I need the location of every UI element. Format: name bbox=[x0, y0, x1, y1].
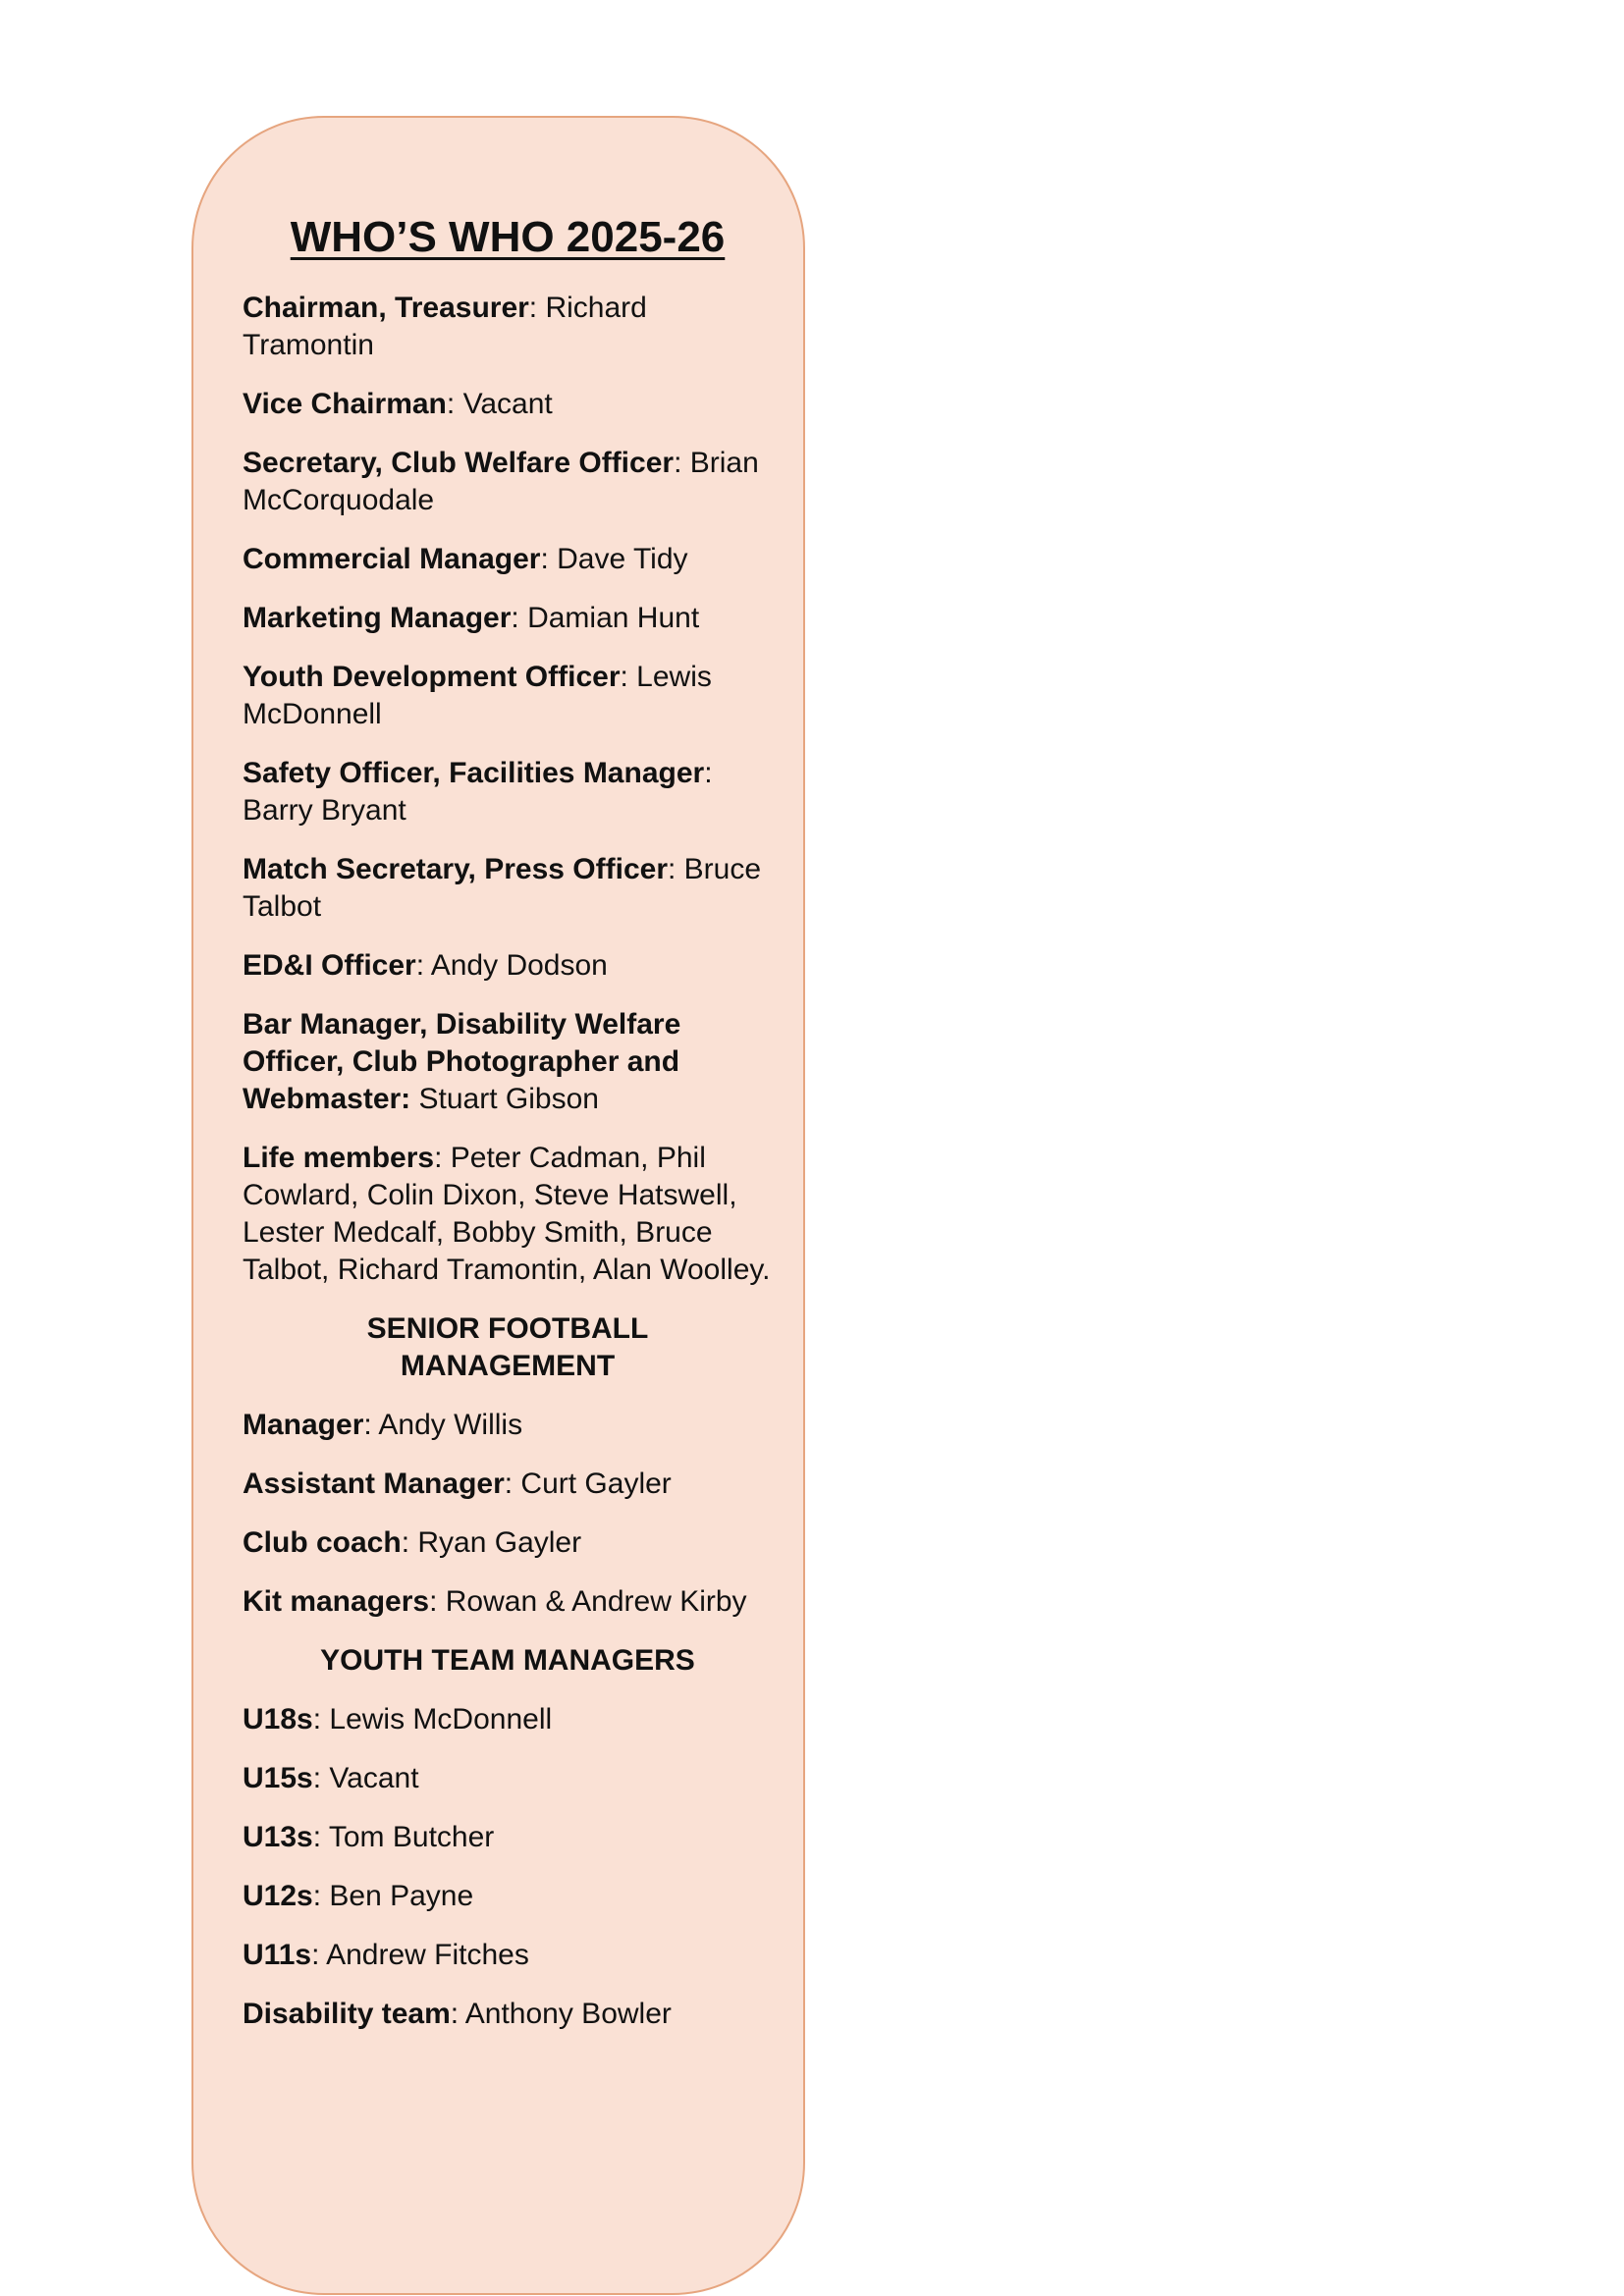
person-name: Ben Payne bbox=[329, 1880, 474, 1912]
role-separator: : bbox=[415, 949, 431, 982]
person-name: Richard Tramontin bbox=[243, 292, 647, 361]
person-name: Ryan Gayler bbox=[417, 1526, 582, 1559]
role-label: ED&I Officer bbox=[243, 949, 416, 982]
role-entry bbox=[243, 1760, 773, 1797]
role-label: Youth Development Officer bbox=[243, 661, 621, 693]
person-name: Curt Gayler bbox=[520, 1468, 672, 1500]
role-separator: : bbox=[528, 292, 546, 324]
role-entry bbox=[243, 755, 773, 829]
youth-managers-list bbox=[243, 1701, 773, 2033]
role-entry bbox=[243, 1006, 773, 1118]
role-label: Club coach bbox=[243, 1526, 402, 1559]
person-name: Andy Dodson bbox=[430, 949, 608, 982]
role-label: Manager bbox=[243, 1409, 364, 1441]
role-entry bbox=[243, 541, 773, 578]
role-separator: : bbox=[429, 1585, 446, 1618]
senior-management-heading: SENIOR FOOTBALL MANAGEMENT bbox=[366, 1312, 649, 1382]
person-name: Dave Tidy bbox=[557, 543, 688, 575]
role-entry bbox=[243, 1701, 773, 1738]
role-separator: : bbox=[312, 1821, 329, 1853]
role-entry bbox=[243, 1819, 773, 1856]
person-name: Lewis McDonnell bbox=[329, 1703, 553, 1735]
person-name: Stuart Gibson bbox=[418, 1083, 599, 1115]
role-entry bbox=[243, 1407, 773, 1444]
person-name: Peter Cadman, Phil Cowlard, Colin Dixon, Steve Hatswell, Lester Medcalf, Bobby Smith, Bruce Talbot, Richard Tramontin, Alan Woolley. bbox=[243, 1142, 771, 1286]
role-separator: : bbox=[363, 1409, 379, 1441]
role-separator: : bbox=[446, 388, 463, 420]
role-label: U12s bbox=[243, 1880, 313, 1912]
person-name: Lewis McDonnell bbox=[243, 661, 712, 730]
role-separator: : bbox=[450, 1998, 465, 2030]
senior-management-list bbox=[243, 1407, 773, 1621]
role-entry bbox=[243, 1524, 773, 1562]
person-name: Vacant bbox=[462, 388, 553, 420]
role-entry bbox=[243, 659, 773, 733]
role-label: Commercial Manager bbox=[243, 543, 541, 575]
person-name: Bruce Talbot bbox=[243, 853, 762, 923]
role-separator: : bbox=[511, 602, 528, 634]
person-name: Anthony Bowler bbox=[464, 1998, 672, 2030]
role-entry bbox=[243, 1878, 773, 1915]
role-separator: : bbox=[401, 1526, 418, 1559]
role-label: Disability team bbox=[243, 1998, 451, 2030]
role-separator: : bbox=[540, 543, 558, 575]
role-separator: : bbox=[312, 1762, 330, 1794]
role-label: Life members bbox=[243, 1142, 435, 1174]
role-label: Match Secretary, Press Officer bbox=[243, 853, 668, 885]
person-name: Tom Butcher bbox=[328, 1821, 495, 1853]
whos-who-panel bbox=[191, 116, 805, 2295]
role-label: U13s bbox=[243, 1821, 313, 1853]
role-label: Kit managers bbox=[243, 1585, 430, 1618]
panel-content bbox=[243, 211, 773, 2055]
youth-managers-heading: YOUTH TEAM MANAGERS bbox=[320, 1644, 695, 1677]
role-separator: : bbox=[504, 1468, 521, 1500]
person-name: Rowan & Andrew Kirby bbox=[445, 1585, 747, 1618]
role-separator: : bbox=[312, 1703, 330, 1735]
role-label: U18s bbox=[243, 1703, 313, 1735]
role-entry bbox=[243, 1140, 773, 1289]
role-entry bbox=[243, 947, 773, 985]
role-separator: : bbox=[312, 1880, 330, 1912]
role-label: Marketing Manager bbox=[243, 602, 512, 634]
person-name: Barry Bryant bbox=[243, 794, 406, 827]
role-separator: : bbox=[674, 447, 690, 479]
role-entry bbox=[243, 600, 773, 637]
role-label: Chairman, Treasurer bbox=[243, 292, 529, 324]
role-entry bbox=[243, 445, 773, 519]
role-separator: : bbox=[668, 853, 684, 885]
role-entry bbox=[243, 386, 773, 423]
role-label: Vice Chairman bbox=[243, 388, 447, 420]
role-entry bbox=[243, 1996, 773, 2033]
person-name: Andrew Fitches bbox=[326, 1939, 529, 1971]
role-entry bbox=[243, 290, 773, 364]
person-name: Vacant bbox=[329, 1762, 419, 1794]
officers-list bbox=[243, 290, 773, 1289]
role-label: Secretary, Club Welfare Officer bbox=[243, 447, 675, 479]
page-title: WHO’S WHO 2025-26 bbox=[290, 213, 726, 261]
person-name: Brian McCorquodale bbox=[243, 447, 759, 516]
person-name: Andy Willis bbox=[378, 1409, 523, 1441]
role-separator bbox=[410, 1083, 418, 1115]
person-name: Damian Hunt bbox=[527, 602, 700, 634]
role-label: U15s bbox=[243, 1762, 313, 1794]
role-separator: : bbox=[311, 1939, 327, 1971]
role-label: Assistant Manager bbox=[243, 1468, 505, 1500]
role-label: U11s bbox=[243, 1939, 312, 1971]
role-entry bbox=[243, 1583, 773, 1621]
role-entry bbox=[243, 1466, 773, 1503]
role-separator: : bbox=[704, 757, 713, 789]
role-entry bbox=[243, 851, 773, 926]
role-separator: : bbox=[620, 661, 637, 693]
role-label: Safety Officer, Facilities Manager bbox=[243, 757, 705, 789]
role-separator: : bbox=[434, 1142, 451, 1174]
role-entry bbox=[243, 1937, 773, 1974]
role-label: Bar Manager, Disability Welfare Officer, Club Photographer and Webmaster: bbox=[243, 1008, 681, 1115]
